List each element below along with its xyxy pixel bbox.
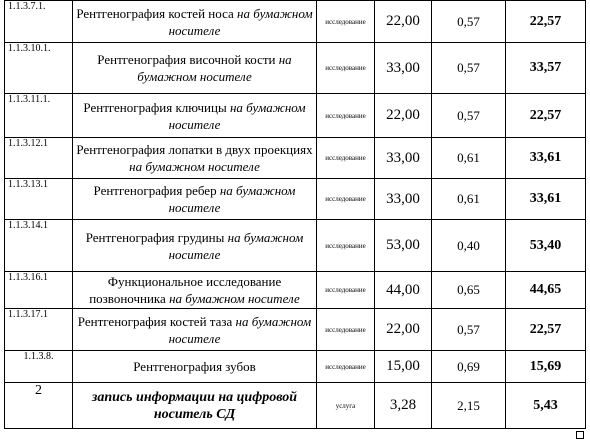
service-price: 15,00: [375, 351, 432, 383]
service-name: [73, 309, 317, 351]
service-name-italic: на бумажном носителе: [169, 291, 300, 306]
table-row: [5, 43, 586, 94]
service-unit: исследование: [317, 138, 375, 179]
service-name: [73, 138, 317, 179]
service-name: [73, 179, 317, 220]
table-row: [5, 220, 586, 272]
price-list-table: [4, 0, 586, 429]
service-name: [73, 1, 317, 43]
service-price: 22,00: [375, 94, 432, 138]
service-name-plain: Рентгенография ключицы: [83, 99, 230, 115]
table-row: [5, 351, 586, 383]
service-price: 33,00: [375, 179, 432, 220]
service-price: 22,00: [375, 1, 432, 43]
service-name-italic: на бумажном носителе: [137, 52, 292, 84]
service-code: 1.1.3.11.1.: [5, 94, 73, 138]
service-code: 1.1.3.17.1: [5, 309, 73, 351]
service-coefficient: 0,69: [432, 351, 506, 383]
service-price: 3,28: [375, 383, 432, 429]
service-price: 22,00: [375, 309, 432, 351]
service-name-plain: Рентгенография костей таза: [77, 313, 236, 329]
service-unit: исследование: [317, 272, 375, 309]
service-name: [73, 220, 317, 272]
service-unit: исследование: [317, 220, 375, 272]
service-total: 53,40: [506, 220, 586, 272]
service-total: 22,57: [506, 1, 586, 43]
service-code: 2: [5, 383, 73, 429]
service-name: [73, 94, 317, 138]
service-name: [73, 272, 317, 309]
service-code: 1.1.3.16.1: [5, 272, 73, 309]
service-total: 22,57: [506, 94, 586, 138]
service-name-italic: на бумажном носителе: [168, 183, 296, 215]
service-code: 1.1.3.12.1: [5, 138, 73, 179]
service-code: 1.1.3.10.1.: [5, 43, 73, 94]
service-price: 44,00: [375, 272, 432, 309]
service-code: 1.1.3.8.: [5, 351, 73, 383]
service-name-italic: запись информации на цифровой носитель СД: [91, 389, 298, 422]
service-name: [73, 43, 317, 94]
table-row: [5, 138, 586, 179]
service-coefficient: 0,57: [432, 43, 506, 94]
table-row: [5, 383, 586, 429]
service-coefficient: 0,61: [432, 138, 506, 179]
table-row: [5, 272, 586, 309]
service-total: 44,65: [506, 272, 586, 309]
service-name-italic: на бумажном носителе: [168, 5, 313, 38]
service-unit: исследование: [317, 43, 375, 94]
table-row: [5, 1, 586, 43]
service-unit: исследование: [317, 1, 375, 43]
service-total: 33,57: [506, 43, 586, 94]
table-resize-handle[interactable]: [576, 431, 584, 439]
service-name-plain: Рентгенография костей носа: [76, 5, 238, 21]
service-coefficient: 2,15: [432, 383, 506, 429]
service-total: 22,57: [506, 309, 586, 351]
service-name: [73, 383, 317, 429]
service-price: 33,00: [375, 138, 432, 179]
service-unit: исследование: [317, 309, 375, 351]
service-total: 5,43: [506, 383, 586, 429]
service-total: 33,61: [506, 138, 586, 179]
service-coefficient: 0,65: [432, 272, 506, 309]
service-total: 33,61: [506, 179, 586, 220]
service-name-plain: Рентгенография ребер: [93, 183, 220, 198]
service-name-plain: Рентгенография лопатки в двух проекциях: [76, 142, 313, 157]
service-code: 1.1.3.7.1.: [5, 1, 73, 43]
service-name-italic: на бумажном носителе: [168, 99, 306, 132]
table-row: [5, 94, 586, 138]
service-name-italic: на бумажном носителе: [168, 313, 312, 346]
service-coefficient: 0,57: [432, 1, 506, 43]
service-total: 15,69: [506, 351, 586, 383]
service-coefficient: 0,57: [432, 94, 506, 138]
service-price: 53,00: [375, 220, 432, 272]
service-coefficient: 0,61: [432, 179, 506, 220]
service-name-plain: Рентгенография височной кости: [97, 52, 279, 67]
service-unit: исследование: [317, 179, 375, 220]
table-row: [5, 179, 586, 220]
table-row: [5, 309, 586, 351]
service-code: 1.1.3.14.1: [5, 220, 73, 272]
service-unit: услуга: [317, 383, 375, 429]
service-name-italic: на бумажном носителе: [129, 159, 260, 174]
service-coefficient: 0,57: [432, 309, 506, 351]
service-price: 33,00: [375, 43, 432, 94]
service-name: [73, 351, 317, 383]
service-name-italic: на бумажном носителе: [168, 229, 304, 262]
service-code: 1.1.3.13.1: [5, 179, 73, 220]
service-unit: исследование: [317, 94, 375, 138]
service-unit: исследование: [317, 351, 375, 383]
service-coefficient: 0,40: [432, 220, 506, 272]
service-name-plain: Рентгенография зубов: [133, 359, 256, 374]
service-name-plain: Рентгенография грудины: [85, 229, 228, 245]
service-name-plain: Функциональное исследование позвоночника: [89, 274, 282, 306]
